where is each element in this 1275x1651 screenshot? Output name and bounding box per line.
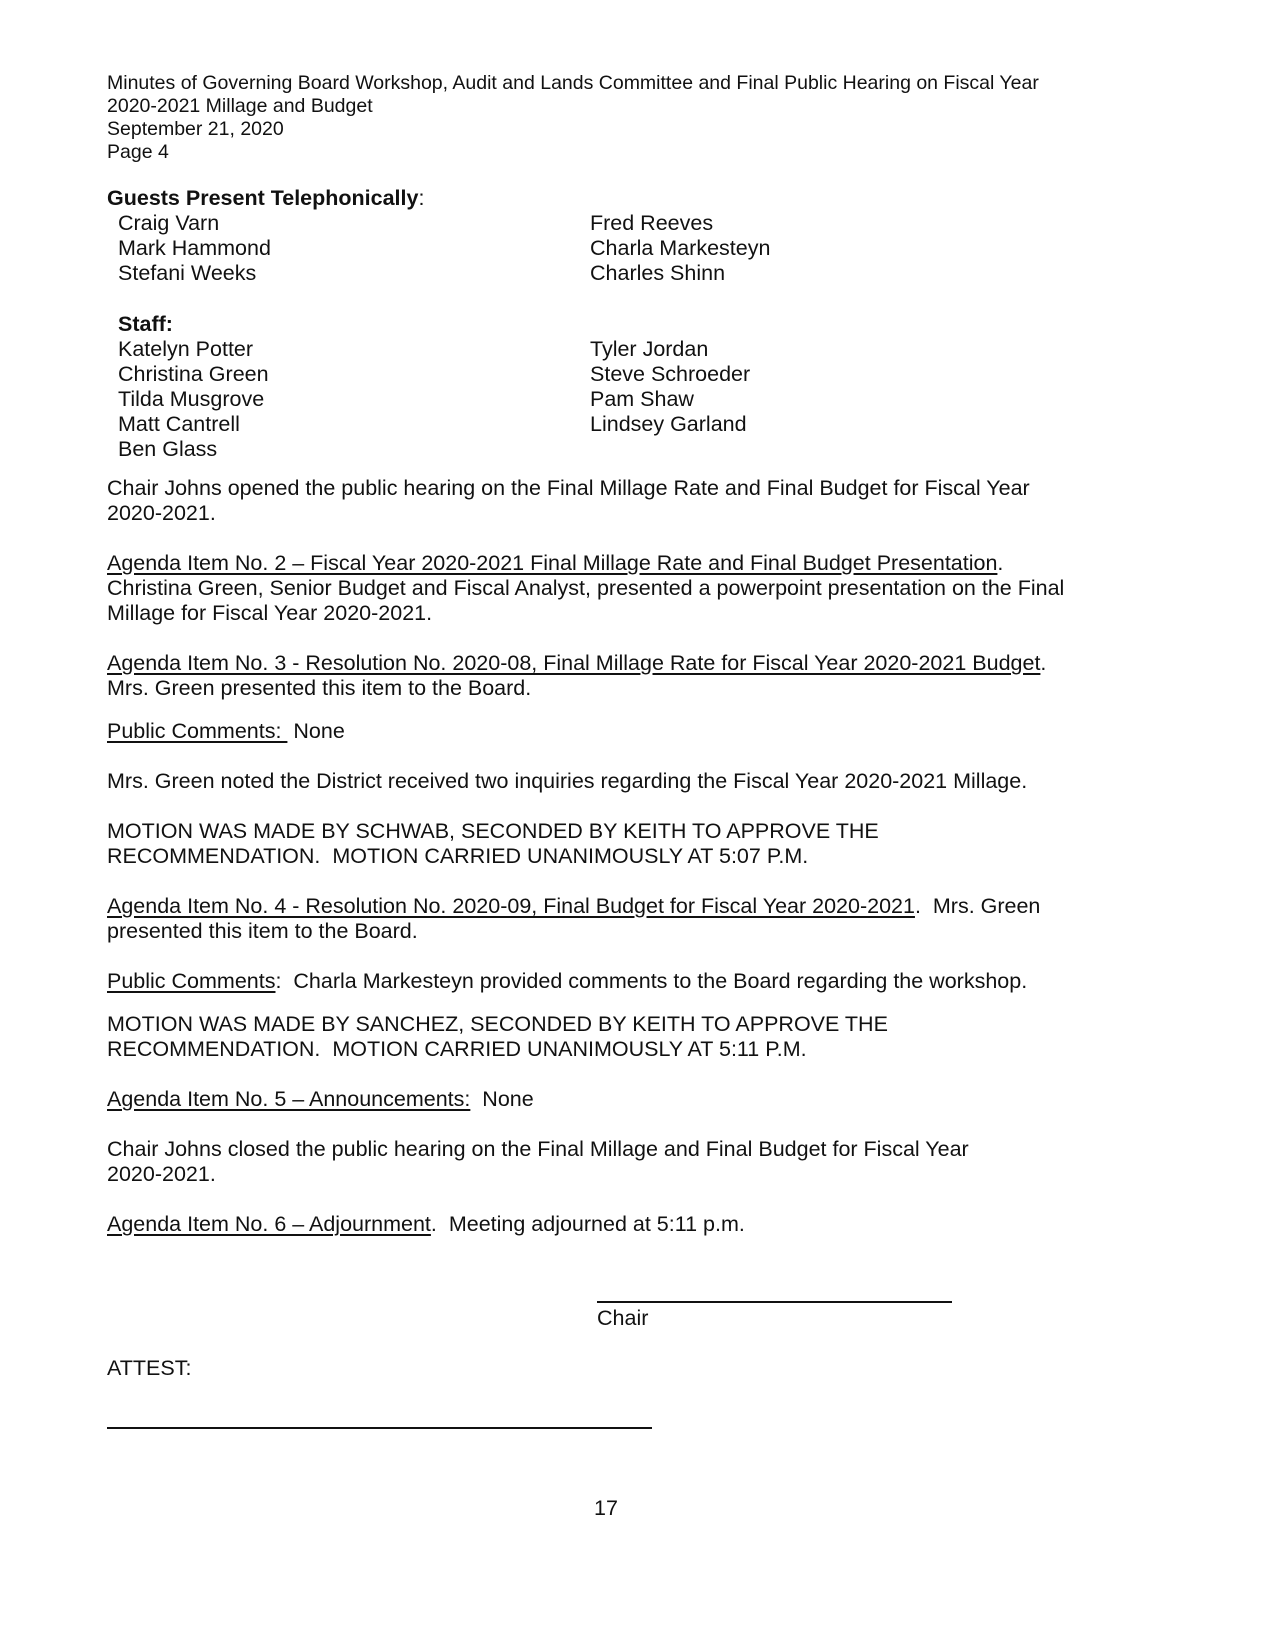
chair-label: Chair (597, 1306, 649, 1330)
header-date: September 21, 2020 (107, 118, 284, 140)
agenda-item-3-line2: Mrs. Green presented this item to the Board. (107, 676, 532, 700)
agenda-item-3-punct: . (1040, 651, 1047, 675)
agenda-item-4-after: . Mrs. Green (914, 894, 1041, 918)
guest-name: Stefani Weeks (118, 261, 257, 285)
guest-name: Fred Reeves (590, 211, 714, 235)
closing-paragraph-line2: 2020-2021. (107, 1162, 216, 1186)
staff-name: Matt Cantrell (118, 412, 240, 436)
staff-name: Lindsey Garland (590, 412, 747, 436)
guest-name: Charles Shinn (590, 261, 726, 285)
opening-paragraph-line1: Chair Johns opened the public hearing on the Final Millage Rate and Final Budget for Fiscal Year (107, 476, 1030, 500)
attest-label: ATTEST: (107, 1356, 192, 1380)
staff-name: Katelyn Potter (118, 337, 254, 361)
agenda-item-2-title: Agenda Item No. 2 – Fiscal Year 2020-2021 Final Millage Rate and Final Budget Presentation (107, 551, 998, 575)
chair-signature-line (597, 1301, 952, 1303)
opening-paragraph-line2: 2020-2021. (107, 501, 216, 525)
agenda-item-3-title: Agenda Item No. 3 - Resolution No. 2020-08, Final Millage Rate for Fiscal Year 2020-2021 Budget (107, 651, 1041, 675)
guest-name: Charla Markesteyn (590, 236, 771, 260)
agenda-item-5-title: Agenda Item No. 5 – Announcements: (107, 1087, 471, 1111)
staff-heading (118, 311, 173, 337)
public-comments-1-label: Public Comments: (107, 719, 288, 743)
agenda-item-3 (107, 650, 1046, 676)
agenda-item-2-line2: Christina Green, Senior Budget and Fiscal Analyst, presented a powerpoint presentation on the Final (107, 576, 1065, 600)
header-title-line1: Minutes of Governing Board Workshop, Audit and Lands Committee and Final Public Hearing on Fiscal Year (107, 72, 1039, 94)
staff-name: Steve Schroeder (590, 362, 751, 386)
guest-name: Mark Hammond (118, 236, 271, 260)
guest-name: Craig Varn (118, 211, 220, 235)
page-number: 17 (594, 1496, 618, 1520)
motion-2-line2: RECOMMENDATION. MOTION CARRIED UNANIMOUSLY AT 5:11 P.M. (107, 1037, 807, 1061)
inquiries-paragraph: Mrs. Green noted the District received two inquiries regarding the Fiscal Year 2020-2021 Millage. (107, 769, 1028, 793)
agenda-item-2-punct: . (997, 551, 1004, 575)
header-page: Page 4 (107, 141, 169, 163)
agenda-item-2-line3: Millage for Fiscal Year 2020-2021. (107, 601, 433, 625)
public-comments-2 (107, 968, 1027, 994)
agenda-item-6-title: Agenda Item No. 6 – Adjournment (107, 1212, 431, 1236)
agenda-item-2 (107, 550, 1003, 576)
closing-paragraph-line1: Chair Johns closed the public hearing on the Final Millage and Final Budget for Fiscal Year (107, 1137, 969, 1161)
guests-heading (107, 185, 424, 211)
agenda-item-4 (107, 893, 1040, 919)
guests-heading-colon: : (418, 186, 425, 210)
agenda-item-4-title: Agenda Item No. 4 - Resolution No. 2020-09, Final Budget for Fiscal Year 2020-2021 (107, 894, 915, 918)
motion-2-line1: MOTION WAS MADE BY SANCHEZ, SECONDED BY KEITH TO APPROVE THE (107, 1012, 888, 1036)
agenda-item-5 (107, 1086, 534, 1112)
attest-signature-line (107, 1427, 652, 1429)
public-comments-1 (107, 718, 345, 744)
agenda-item-4-line2: presented this item to the Board. (107, 919, 418, 943)
staff-name: Ben Glass (118, 437, 218, 461)
staff-name: Tilda Musgrove (118, 387, 265, 411)
public-comments-1-text: None (287, 719, 345, 743)
staff-name: Pam Shaw (590, 387, 694, 411)
header-title-line2: 2020-2021 Millage and Budget (107, 95, 373, 117)
guests-heading-text: Guests Present Telephonically (107, 186, 419, 210)
staff-name: Tyler Jordan (590, 337, 709, 361)
staff-heading-text: Staff: (118, 312, 173, 336)
public-comments-2-label: Public Comments (107, 969, 276, 993)
motion-1-line2: RECOMMENDATION. MOTION CARRIED UNANIMOUSLY AT 5:07 P.M. (107, 844, 809, 868)
staff-name: Christina Green (118, 362, 269, 386)
motion-1-line1: MOTION WAS MADE BY SCHWAB, SECONDED BY KEITH TO APPROVE THE (107, 819, 879, 843)
agenda-item-6 (107, 1211, 745, 1237)
public-comments-2-text: : Charla Markesteyn provided comments to the Board regarding the workshop. (275, 969, 1028, 993)
agenda-item-6-text: . Meeting adjourned at 5:11 p.m. (430, 1212, 745, 1236)
agenda-item-5-text: None (470, 1087, 534, 1111)
